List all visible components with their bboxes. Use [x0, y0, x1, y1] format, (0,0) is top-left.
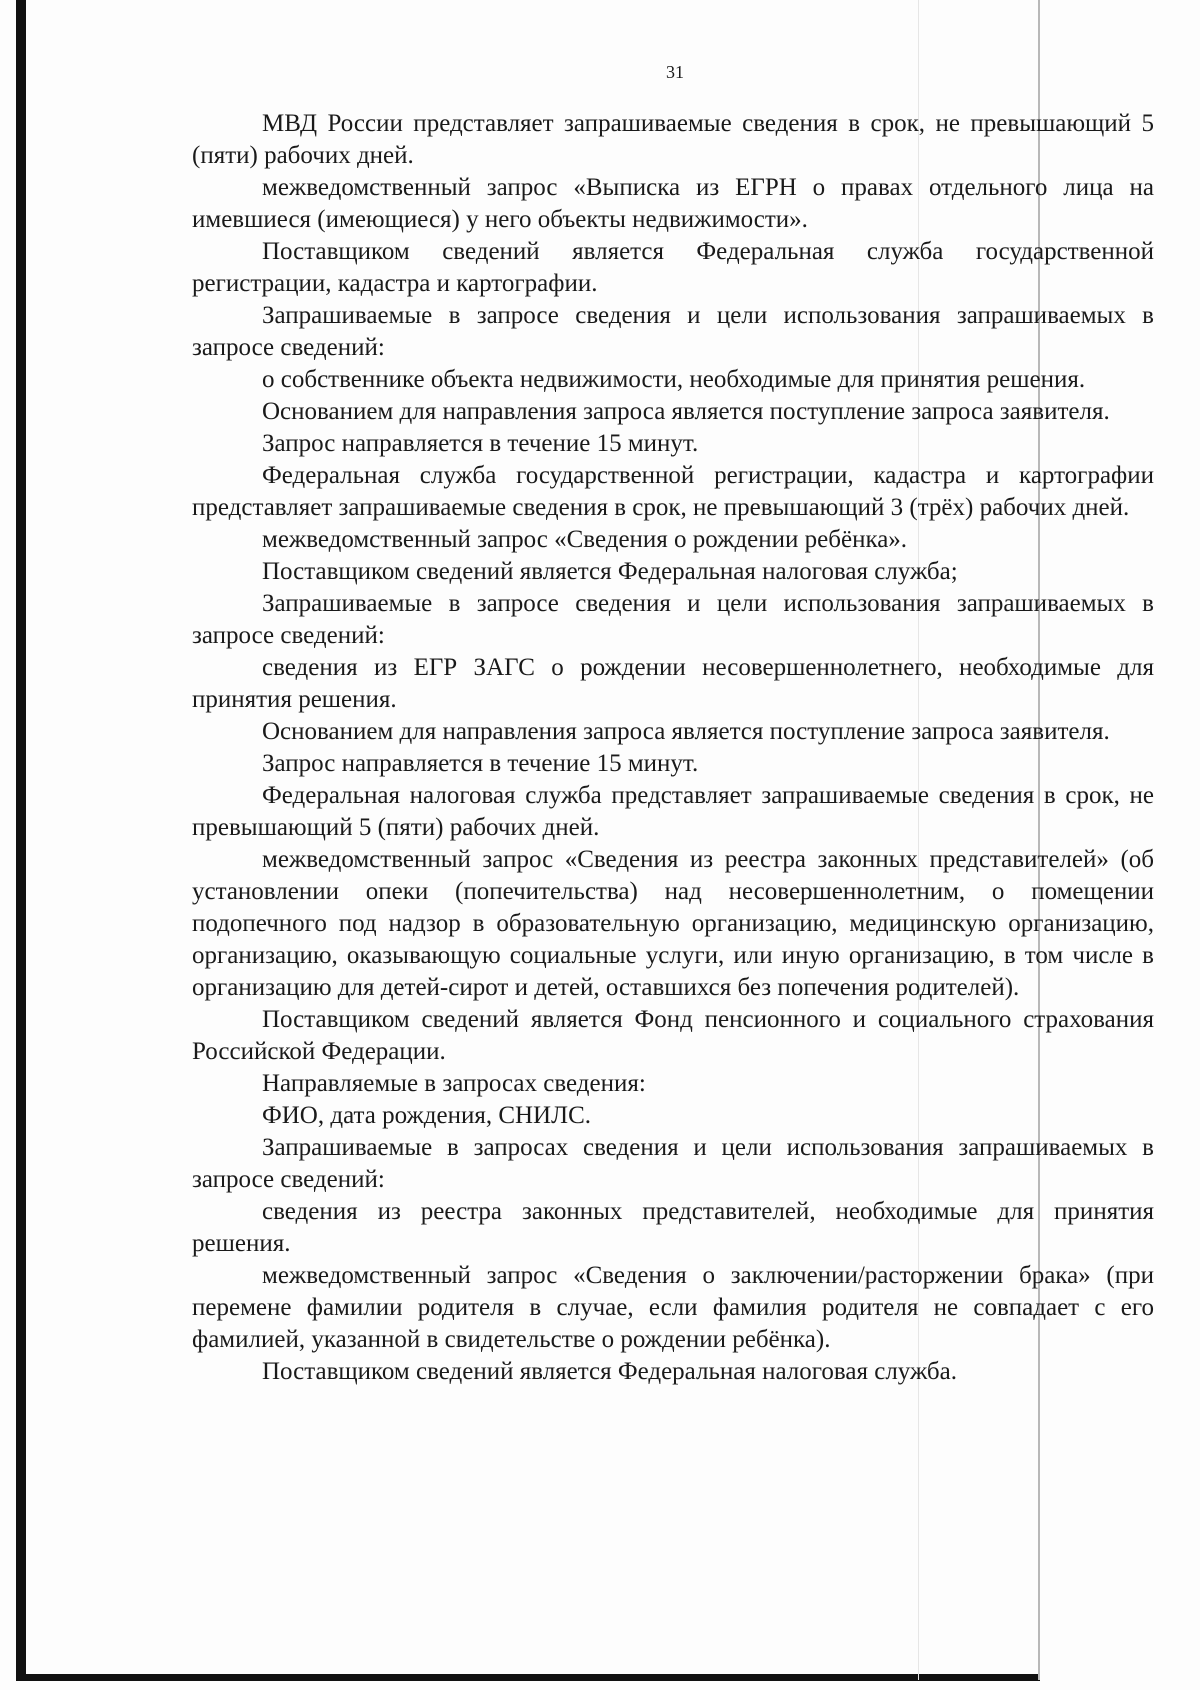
paragraph: Запрос направляется в течение 15 минут. [262, 750, 699, 777]
paragraph: Направляемые в запросах сведения: [262, 1070, 646, 1097]
scan-edge-bottom [16, 1674, 1040, 1681]
paragraph: Основанием для направления запроса является поступление запроса заявителя. [262, 398, 1110, 425]
paragraph: сведения из ЕГР ЗАГС о рождении несовершеннолетнего, необходимые для принятия решения. [192, 654, 1154, 713]
paragraph: сведения из реестра законных представителей, необходимые для принятия решения. [192, 1198, 1154, 1257]
paragraph: Запрашиваемые в запросах сведения и цели использования запрашиваемых в запросе сведений: [192, 1134, 1154, 1193]
paragraph: межведомственный запрос «Сведения о заключении/расторжении брака» (при перемене фамилии родителя в случае, если фамилия родителя не совпадает с его фамилией, указанной в свидетельстве о рождении ребёнка). [192, 1262, 1154, 1353]
paragraph: МВД России представляет запрашиваемые сведения в срок, не превышающий 5 (пяти) рабочих дней. [192, 110, 1154, 169]
paragraph: Запрашиваемые в запросе сведения и цели использования запрашиваемых в запросе сведений: [192, 590, 1154, 649]
paragraph: Запрос направляется в течение 15 минут. [262, 430, 699, 457]
paragraph: Поставщиком сведений является Федеральная налоговая служба; [262, 558, 958, 585]
paragraph: Поставщиком сведений является Фонд пенсионного и социального страхования Российской Федерации. [192, 1006, 1154, 1065]
paragraph: межведомственный запрос «Выписка из ЕГРН о правах отдельного лица на имевшиеся (имеющиеся) у него объекты недвижимости». [192, 174, 1154, 233]
paragraph: Поставщиком сведений является Федеральная налоговая служба. [262, 1358, 957, 1385]
paragraph: межведомственный запрос «Сведения из реестра законных представителей» (об установлении опеки (попечительства) над несовершеннолетним, о помещении подопечного под надзор в образовательную организацию, медицинскую организацию, организацию, оказывающую социальные услуги, или иную организацию, в том числе в организацию для детей-сирот и детей, оставшихся без попечения родителей). [192, 846, 1154, 1001]
paragraph: Запрашиваемые в запросе сведения и цели использования запрашиваемых в запросе сведений: [192, 302, 1154, 361]
paragraph: Федеральная служба государственной регистрации, кадастра и картографии представляет запрашиваемые сведения в срок, не превышающий 3 (трёх) рабочих дней. [192, 462, 1154, 521]
paragraph: Поставщиком сведений является Федеральная служба государственной регистрации, кадастра и картографии. [192, 238, 1154, 297]
scan-edge-left [16, 0, 26, 1680]
paragraph: Основанием для направления запроса является поступление запроса заявителя. [262, 718, 1110, 745]
page-number: 31 [666, 62, 684, 82]
paragraph: ФИО, дата рождения, СНИЛС. [262, 1102, 591, 1129]
paragraph: о собственнике объекта недвижимости, необходимые для принятия решения. [262, 366, 1086, 393]
paragraph: Федеральная налоговая служба представляет запрашиваемые сведения в срок, не превышающий 5 (пяти) рабочих дней. [192, 782, 1154, 841]
document-body [192, 108, 1154, 1388]
paragraph: межведомственный запрос «Сведения о рождении ребёнка». [262, 526, 908, 553]
